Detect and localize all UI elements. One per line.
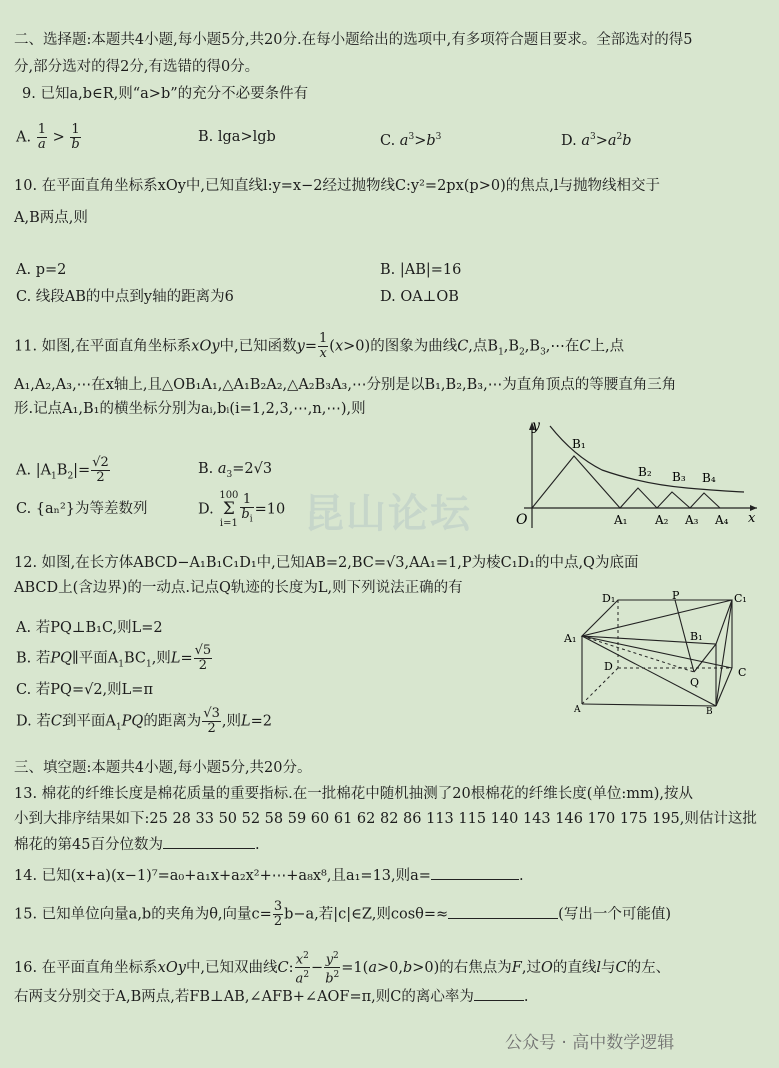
question-15: 15. 已知单位向量a,b的夹角为θ,向量c= $\frac{3}{2}$ b−a,若|c|∈Z,则cosθ=≈ (写出一个可能值) [14,899,671,929]
question-14: 14. 已知(x+a)(x−1)⁷=a₀+a₁x+a₂x²+⋯+a₈x⁸,且a₁=13,则a= . [14,865,524,886]
fig12-b-label: B [706,707,713,714]
fig11-x-label: x [748,511,756,526]
q12-option-b: B. 若PQ∥平面$A_1BC_1$,则L= $\frac{√5}{2}$ [16,643,212,673]
question-10: 10. 在平面直角坐标系xOy中,已知直线l:y=x−2经过抛物线C:y²=2px(p>0)的焦点,l与抛物线相交于 [14,178,660,194]
fig11-a2-label: A₂ [655,513,669,527]
fig11-a3-label: A₃ [685,513,699,527]
q12-option-a: A. 若PQ⊥B₁C,则L=2 [16,620,163,636]
question-11-cont: A₁,A₂,A₃,⋯在x轴上,且△OB₁A₁,△A₁B₂A₂,△A₂B₃A₃,⋯分别是以B₁,B₂,B₃,⋯为直角顶点的等腰直角三角 [14,377,677,393]
q14-answer-blank[interactable] [431,865,519,880]
fig11-b2-label: B₂ [638,465,652,479]
figure-12-cuboid [562,588,762,714]
fig11-b1-label: B₁ [572,437,586,451]
fig11-b3-label: B₃ [672,470,686,484]
fig11-y-label: y [532,418,540,434]
question-16: 16. 在平面直角坐标系xOy中,已知双曲线C: $\frac{x^2}{a^2}$ − $\frac{y^2}{b^2}$ =1(a>0,b>0)的右焦点为F,过O的直线l与C的左、 [14,951,671,987]
question-13-cont: 小到大排序结果如下:25 28 33 50 52 58 59 60 61 62 82 86 113 115 140 143 146 170 175 195,则估计这批 [14,811,757,827]
q11-option-c: C. {aₙ²}为等差数列 [16,501,148,517]
q10-option-c: C. 线段AB的中点到y轴的距离为6 [16,289,234,305]
figure-11-graph [512,418,762,530]
fig11-origin-label: O [516,512,528,528]
question-13-cont2: 棉花的第45百分位数为 . [14,834,260,855]
fig12-d-label: D [604,660,613,673]
fig12-c1-label: C₁ [734,592,747,605]
q15-text-a: 15. 已知单位向量a,b的夹角为θ,向量c= [14,906,272,923]
q16-answer-blank[interactable] [474,986,524,1001]
q10-option-d: D. OA⊥OB [380,289,459,305]
fig11-a4-label: A₄ [715,513,729,527]
question-12: 12. 如图,在长方体ABCD−A₁B₁C₁D₁中,已知AB=2,BC=√3,AA₁=1,P为棱C₁D₁的中点,Q为底面 [14,555,639,571]
q12-option-d: D. 若C到平面$A_1PQ$的距离为 $\frac{√3}{2}$ ,则L=2 [16,706,272,736]
q10-option-b: B. |AB|=16 [380,262,462,278]
watermark: 昆山论坛 [304,491,472,537]
fig12-p-label: P [672,589,680,602]
fig12-d1-label: D₁ [602,592,616,605]
fig11-a1-label: A₁ [614,513,628,527]
section-2-heading-cont: 分,部分选对的得2分,有选错的得0分。 [14,59,260,75]
footer-watermark: 公众号 · 高中数学逻辑 [505,1033,675,1053]
question-11-cont2: 形.记点A₁,B₁的横坐标分别为aᵢ,bᵢ(i=1,2,3,⋯,n,⋯),则 [14,401,366,417]
question-16-cont: 右两支分别交于A,B两点,若FB⊥AB,∠AFB+∠AOF=π,则C的离心率为 . [14,986,528,1007]
section-3-heading: 三、填空题:本题共4小题,每小题5分,共20分。 [14,760,312,776]
q10-option-a: A. p=2 [16,262,67,278]
q11-option-b: B. $a_3=2√3$ [198,461,273,480]
q14-text: 14. 已知(x+a)(x−1)⁷=a₀+a₁x+a₂x²+⋯+a₈x⁸,且a₁=13,则a= [14,868,431,884]
q9-option-a: A. $\frac{1}{a}$ > $\frac{1}{b}$ [16,122,80,152]
q11-option-a: A. $|A_1B_2|=$ $\frac{√2}{2}$ [16,455,109,485]
q9-option-c: C. $a^3>b^3$ [380,132,442,149]
question-10-cont: A,B两点,则 [14,210,88,226]
q12-option-c: C. 若PQ=√2,则L=π [16,682,153,698]
fig12-q-label: Q [690,676,700,689]
q13-text: 棉花的第45百分位数为 [14,837,163,853]
question-12-cont: ABCD上(含边界)的一动点.记点Q轨迹的长度为L,则下列说法正确的有 [14,580,463,596]
q11-option-d: D. 100 Σ i=1 $\frac{1}{b_i}$ =10 [198,490,286,529]
fig12-b1-label: B₁ [690,630,703,643]
q15-answer-blank[interactable] [448,904,558,919]
q13-answer-blank[interactable] [163,834,255,849]
q15-text-c: (写出一个可能值) [558,906,671,923]
question-11: 11. 如图,在平面直角坐标系xOy中,已知函数y= $\frac{1}{x}$ (x>0)的图象为曲线C,点$B_1,B_2,B_3,\cdots$在C上,点 [14,331,625,361]
q15-text-b: b−a,若|c|∈Z,则cosθ=≈ [284,906,449,923]
fig12-a-label: A [574,705,581,714]
q9-option-d: D. $a^3>a^2b$ [561,132,632,149]
question-9: 9. 已知a,b∈R,则“a>b”的充分不必要条件有 [22,86,309,102]
q16-text: 右两支分别交于A,B两点,若FB⊥AB,∠AFB+∠AOF=π,则C的离心率为 [14,989,474,1005]
fig12-a1-label: A₁ [564,632,577,645]
fig11-b4-label: B₄ [702,471,716,485]
fig12-c-label: C [738,666,747,679]
question-13: 13. 棉花的纤维长度是棉花质量的重要指标.在一批棉花中随机抽测了20根棉花的纤维长度(单位:mm),按从 [14,786,694,802]
section-2-heading: 二、选择题:本题共4小题,每小题5分,共20分.在每小题给出的选项中,有多项符合题目要求。全部选对的得5 [14,32,693,48]
q9-option-b: B. lga>lgb [198,129,276,145]
